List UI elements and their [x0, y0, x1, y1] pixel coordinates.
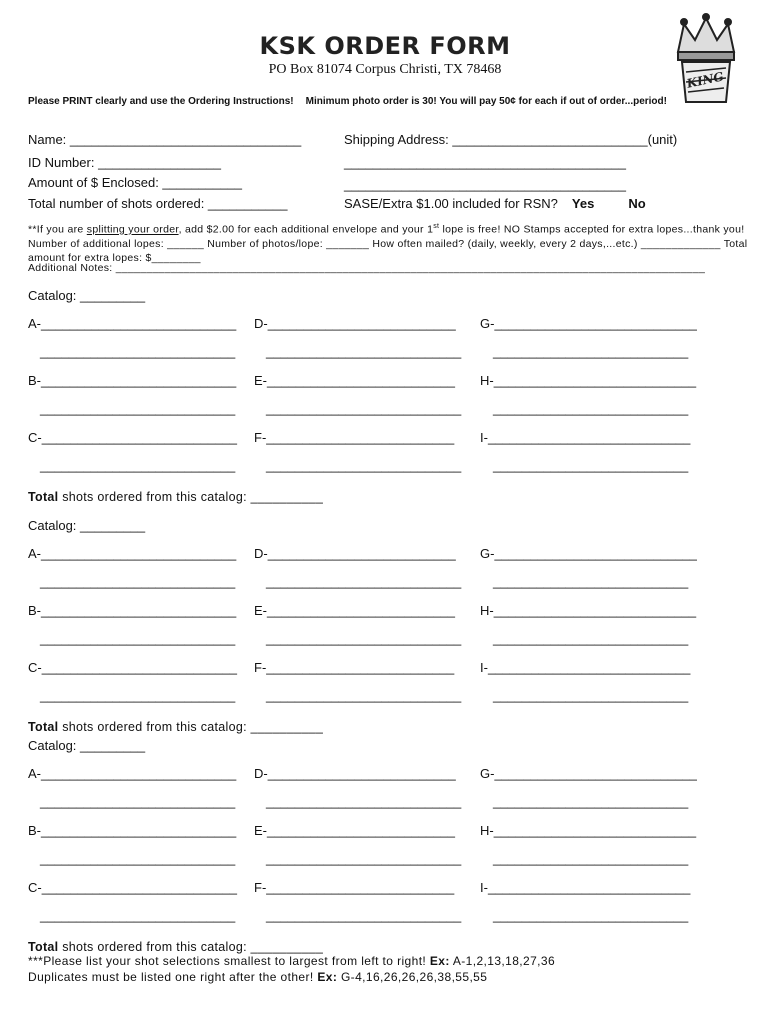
name-field[interactable]: Name: ________________________________ [28, 132, 302, 147]
catalog-entry-line[interactable]: A-___________________________ [28, 546, 237, 561]
catalog-continuation-line[interactable]: ___________________________ [493, 631, 689, 646]
selection-instructions: ***Please list your shot selections smallest to largest from left to right! Ex: A-1,2,13,18,27,36 Duplicates must be listed one right after the other! Ex: G-4,16,26,26,26,38,55,55 [28, 954, 556, 984]
catalog-entry-line[interactable]: B-___________________________ [28, 373, 237, 388]
catalog-entry-line[interactable]: H-____________________________ [480, 823, 697, 838]
catalog-continuation-line[interactable]: ___________________________ [493, 344, 689, 359]
catalog-continuation-line[interactable]: ___________________________ [266, 688, 462, 703]
catalog-entry-line[interactable]: B-___________________________ [28, 603, 237, 618]
catalog-entry-line[interactable]: D-__________________________ [254, 766, 456, 781]
catalog-entry-line[interactable]: I-____________________________ [480, 880, 691, 895]
catalog-continuation-line[interactable]: ___________________________ [493, 908, 689, 923]
catalog-entry-line[interactable]: I-____________________________ [480, 660, 691, 675]
total-shots-field[interactable]: Total number of shots ordered: ___________ [28, 196, 288, 211]
catalog-entry-line[interactable]: C-___________________________ [28, 880, 237, 895]
catalog-continuation-line[interactable]: ___________________________ [493, 851, 689, 866]
catalog-entry-line[interactable]: E-__________________________ [254, 823, 455, 838]
catalog-entry-line[interactable]: A-___________________________ [28, 766, 237, 781]
catalog-continuation-line[interactable]: ___________________________ [40, 688, 236, 703]
catalog-continuation-line[interactable]: ___________________________ [493, 401, 689, 416]
catalog-entry-line[interactable]: C-___________________________ [28, 430, 237, 445]
catalog-continuation-line[interactable]: ___________________________ [40, 908, 236, 923]
no-option[interactable]: No [628, 196, 646, 211]
shipping-address-line-3[interactable]: _______________________________________ [344, 177, 626, 192]
ordering-instructions [28, 94, 748, 110]
minimum-order-note: Minimum photo order is 30! You will pay 50¢ for each if out of order...period! [305, 96, 667, 107]
catalog-continuation-line[interactable]: ___________________________ [266, 908, 462, 923]
sase-question [344, 196, 646, 211]
catalog-entry-line[interactable]: B-___________________________ [28, 823, 237, 838]
catalog-entry-line[interactable]: F-__________________________ [254, 660, 455, 675]
catalog-continuation-line[interactable]: ___________________________ [493, 574, 689, 589]
catalog-entry-line[interactable]: G-____________________________ [480, 316, 697, 331]
catalog-total-shots[interactable]: Total shots ordered from this catalog: __________ [28, 720, 324, 734]
catalog-continuation-line[interactable]: ___________________________ [493, 794, 689, 809]
catalog-continuation-line[interactable]: ___________________________ [40, 851, 236, 866]
shipping-address-field[interactable]: Shipping Address: ___________________________(unit) [344, 132, 678, 147]
catalog-continuation-line[interactable]: ___________________________ [266, 401, 462, 416]
catalog-continuation-line[interactable]: ___________________________ [493, 688, 689, 703]
print-instruction: Please PRINT clearly and use the Ordering Instructions! [28, 96, 294, 107]
amount-enclosed-field[interactable]: Amount of $ Enclosed: ___________ [28, 175, 242, 190]
catalog-entry-line[interactable]: F-__________________________ [254, 880, 455, 895]
shipping-address-line-2[interactable]: _______________________________________ [344, 155, 626, 170]
catalog-entry-line[interactable]: D-__________________________ [254, 316, 456, 331]
catalog-continuation-line[interactable]: ___________________________ [40, 458, 236, 473]
form-title: KSK ORDER FORM [259, 32, 511, 60]
catalog-entry-line[interactable]: F-__________________________ [254, 430, 455, 445]
catalog-entry-line[interactable]: G-____________________________ [480, 766, 697, 781]
catalog-continuation-line[interactable]: ___________________________ [493, 458, 689, 473]
catalog-continuation-line[interactable]: ___________________________ [266, 344, 462, 359]
catalog-entry-line[interactable]: I-____________________________ [480, 430, 691, 445]
catalog-entry-line[interactable]: G-____________________________ [480, 546, 697, 561]
catalog-entry-line[interactable]: H-____________________________ [480, 373, 697, 388]
catalog-entry-line[interactable]: C-___________________________ [28, 660, 237, 675]
catalog-field[interactable]: Catalog: _________ [28, 738, 146, 753]
catalog-continuation-line[interactable]: ___________________________ [40, 344, 236, 359]
svg-text:KING: KING [685, 69, 725, 91]
catalog-field[interactable]: Catalog: _________ [28, 518, 146, 533]
catalog-continuation-line[interactable]: ___________________________ [40, 401, 236, 416]
id-number-field[interactable]: ID Number: _________________ [28, 155, 221, 170]
catalog-entry-line[interactable]: E-__________________________ [254, 603, 455, 618]
catalog-total-shots[interactable]: Total shots ordered from this catalog: __________ [28, 940, 324, 954]
catalog-continuation-line[interactable]: ___________________________ [266, 851, 462, 866]
catalog-continuation-line[interactable]: ___________________________ [266, 631, 462, 646]
catalog-continuation-line[interactable]: ___________________________ [40, 574, 236, 589]
sase-label: SASE/Extra $1.00 included for RSN? [344, 196, 558, 211]
splitting-order-note: **If you are splitting your order, add $2.00 for each additional envelope and your 1st lope is free! NO Stamps accepted for extra lopes...thank you! Number of additional lopes: ______ Number of photos/lope: _______ How often mailed? (daily, weekly, every 2 days,...etc.) _____________ Total amount for extra lopes: $________ [28, 223, 748, 264]
catalog-continuation-line[interactable]: ___________________________ [266, 794, 462, 809]
catalog-total-shots[interactable]: Total shots ordered from this catalog: __________ [28, 490, 324, 504]
mailing-address: PO Box 81074 Corpus Christi, TX 78468 [268, 62, 502, 77]
catalog-entry-line[interactable]: D-__________________________ [254, 546, 456, 561]
additional-notes-field[interactable]: Additional Notes: ________________________________________________________________________________________________ [28, 262, 706, 274]
catalog-entry-line[interactable]: A-___________________________ [28, 316, 237, 331]
catalog-entry-line[interactable]: E-__________________________ [254, 373, 455, 388]
catalog-continuation-line[interactable]: ___________________________ [266, 574, 462, 589]
catalog-continuation-line[interactable]: ___________________________ [40, 794, 236, 809]
catalog-entry-line[interactable]: H-____________________________ [480, 603, 697, 618]
yes-option[interactable]: Yes [571, 196, 595, 211]
catalog-continuation-line[interactable]: ___________________________ [40, 631, 236, 646]
catalog-field[interactable]: Catalog: _________ [28, 288, 146, 303]
catalog-continuation-line[interactable]: ___________________________ [266, 458, 462, 473]
